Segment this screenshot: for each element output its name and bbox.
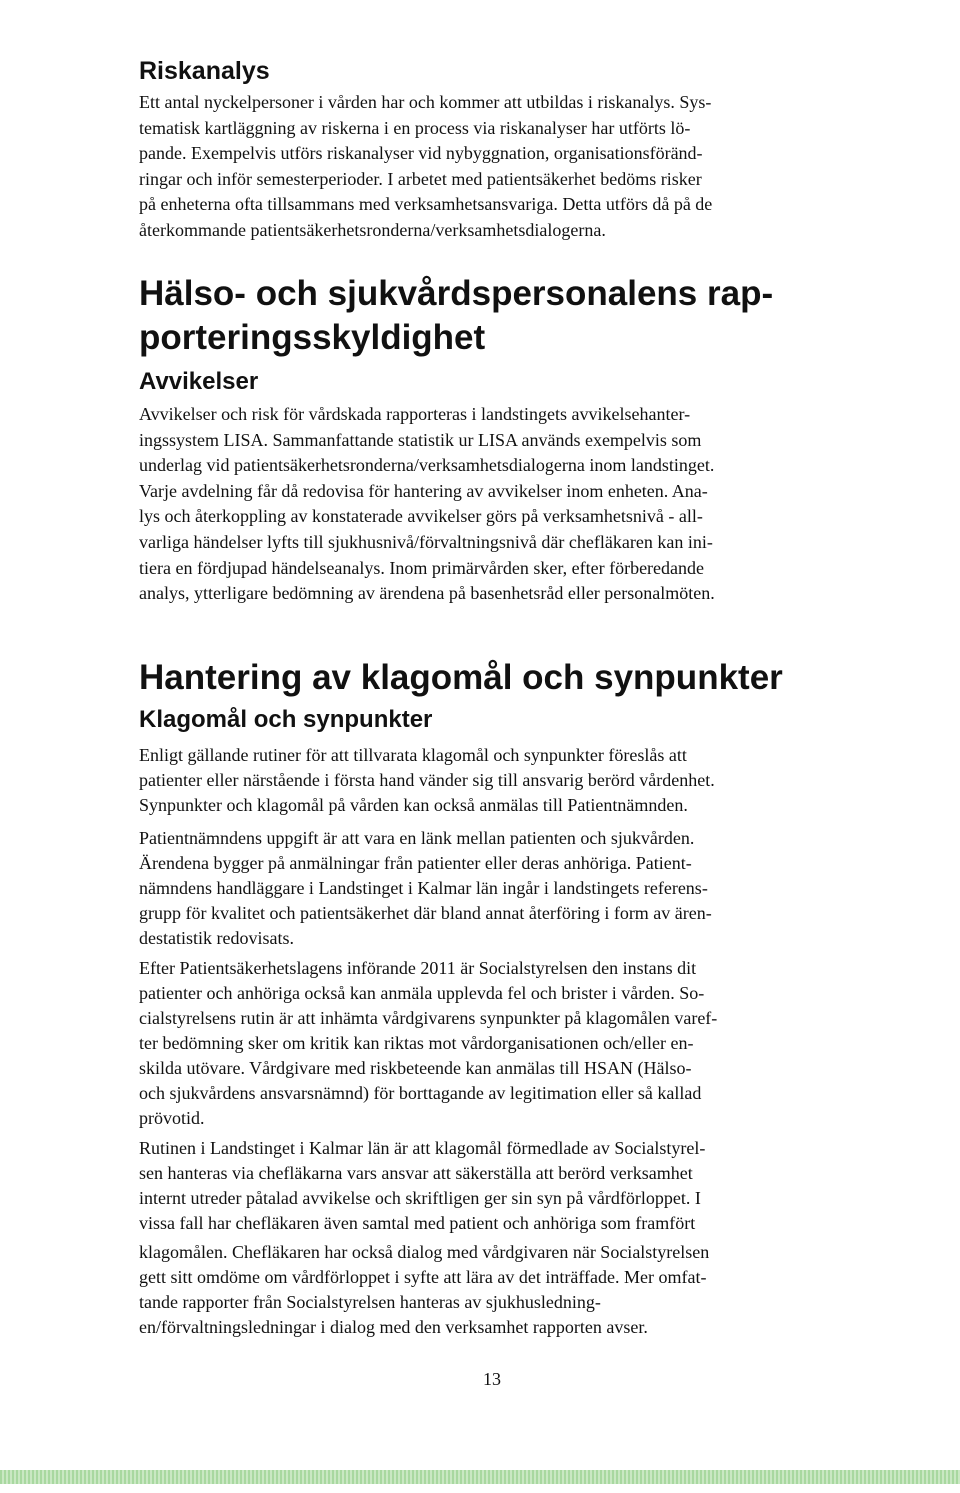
text-line: underlag vid patientsäkerhetsronderna/verksamhetsdialogerna inom landstinget. — [139, 455, 715, 476]
text-line: destatistik redovisats. — [139, 928, 294, 948]
heading-line: Hälso- och sjukvårdspersonalens rap- — [139, 274, 774, 313]
text-line: analys, ytterligare bedömning av ärendena på basenhetsråd eller personalmöten. — [139, 583, 715, 604]
text-line: sen hanteras via chefläkarna vars ansvar att säkerställa att berörd verksamhet — [139, 1163, 693, 1183]
text-line: tematisk kartläggning av riskerna i en process via riskanalyser har utförts lö- — [139, 117, 691, 138]
subheading-avvikelser: Avvikelser — [139, 368, 259, 395]
text-line: Ärendena bygger på anmälningar från patienter eller deras anhöriga. Patient- — [139, 853, 692, 873]
paragraph-klagomal-1 — [139, 743, 845, 818]
text-line: och sjukvårdens ansvarsnämnd) för borttagande av legitimation eller så kallad — [139, 1083, 702, 1103]
text-line: återkommande patientsäkerhetsronderna/verksamhetsdialogerna. — [139, 219, 606, 240]
text-line: ingssystem LISA. Sammanfattande statistik ur LISA används exempelvis som — [139, 429, 702, 450]
text-line: Avvikelser och risk för vårdskada rapporteras i landstingets avvikelsehanter- — [139, 404, 691, 424]
section-heading-rapportering — [139, 272, 773, 360]
text-line: patienter eller närstående i första hand vänder sig till ansvarig berörd vårdenhet. — [139, 770, 715, 790]
text-line: Enligt gällande rutiner för att tillvarata klagomål och synpunkter föreslås att — [139, 745, 687, 765]
page-number: 13 — [483, 1369, 501, 1389]
text-line: grupp för kvalitet och patientsäkerhet där bland annat återföring i form av ären- — [139, 903, 712, 923]
text-line: ringar och inför semesterperioder. I arbetet med patientsäkerhet bedöms risker — [139, 168, 702, 189]
paragraph-avvikelser — [139, 402, 845, 607]
text-line: vissa fall har chefläkaren även samtal med patient och anhöriga som framfört — [139, 1213, 696, 1233]
text-line: cialstyrelsens rutin är att inhämta vårdgivarens synpunkter på klagomålen varef- — [139, 1008, 718, 1028]
text-line: nämndens handläggare i Landstinget i Kalmar län ingår i landstingets referens- — [139, 878, 708, 898]
text-line: Patientnämndens uppgift är att vara en länk mellan patienten och sjukvården. — [139, 828, 695, 848]
text-line: tande rapporter från Socialstyrelsen hanteras av sjukhusledning- — [139, 1292, 601, 1312]
paragraph-klagomal-2 — [139, 826, 845, 951]
text-line: ter bedömning sker om kritik kan riktas mot vårdorganisationen och/eller en- — [139, 1033, 694, 1053]
text-line: internt utreder påtalad avvikelse och skriftligen ger sin syn på vårdförloppet. I — [139, 1188, 701, 1208]
paragraph-riskanalys — [139, 90, 845, 244]
text-line: Synpunkter och klagomål på vården kan också anmälas till Patientnämnden. — [139, 795, 688, 815]
section-heading-klagomal: Hantering av klagomål och synpunkter — [139, 658, 783, 697]
text-line: patienter och anhöriga också kan anmäla upplevda fel och brister i vården. So- — [139, 983, 705, 1003]
paragraph-klagomal-4 — [139, 1136, 845, 1340]
text-line: Varje avdelning får då redovisa för hantering av avvikelser inom enheten. Ana- — [139, 480, 708, 501]
text-line: skilda utövare. Vårdgivare med riskbeteende kan anmälas till HSAN (Hälso- — [139, 1058, 692, 1078]
footer-decorative-bar — [0, 1470, 960, 1484]
section-heading-riskanalys: Riskanalys — [139, 57, 270, 85]
text-line: prövotid. — [139, 1108, 205, 1128]
text-line: Ett antal nyckelpersoner i vården har och kommer att utbildas i riskanalys. Sys- — [139, 92, 712, 112]
text-line: gett sitt omdöme om vårdförloppet i syfte att lära av det inträffade. Mer omfat- — [139, 1267, 707, 1287]
text-line: på enheterna ofta tillsammans med verksamhetsansvariga. Detta utförs då på de — [139, 194, 713, 215]
text-line: en/förvaltningsledningar i dialog med den verksamhet rapporten avser. — [139, 1317, 648, 1337]
heading-line: porteringsskyldighet — [139, 318, 486, 357]
text-line: lys och återkoppling av konstaterade avvikelser görs på verksamhetsnivå - all- — [139, 506, 703, 527]
text-line: Rutinen i Landstinget i Kalmar län är att klagomål förmedlade av Socialstyrel- — [139, 1138, 706, 1158]
text-line: pande. Exempelvis utförs riskanalyser vid nybyggnation, organisationsföränd- — [139, 143, 703, 164]
text-line: klagomålen. Chefläkaren har också dialog med vårdgivaren när Socialstyrelsen — [139, 1242, 710, 1262]
subheading-klagomal: Klagomål och synpunkter — [139, 706, 433, 733]
text-line: Efter Patientsäkerhetslagens införande 2011 är Socialstyrelsen den instans dit — [139, 958, 697, 978]
text-line: varliga händelser lyfts till sjukhusnivå/förvaltningsnivå där chefläkaren kan ini- — [139, 531, 713, 552]
paragraph-klagomal-3 — [139, 956, 845, 1131]
text-line: tiera en fördjupad händelseanalys. Inom primärvården sker, efter förberedande — [139, 557, 705, 578]
